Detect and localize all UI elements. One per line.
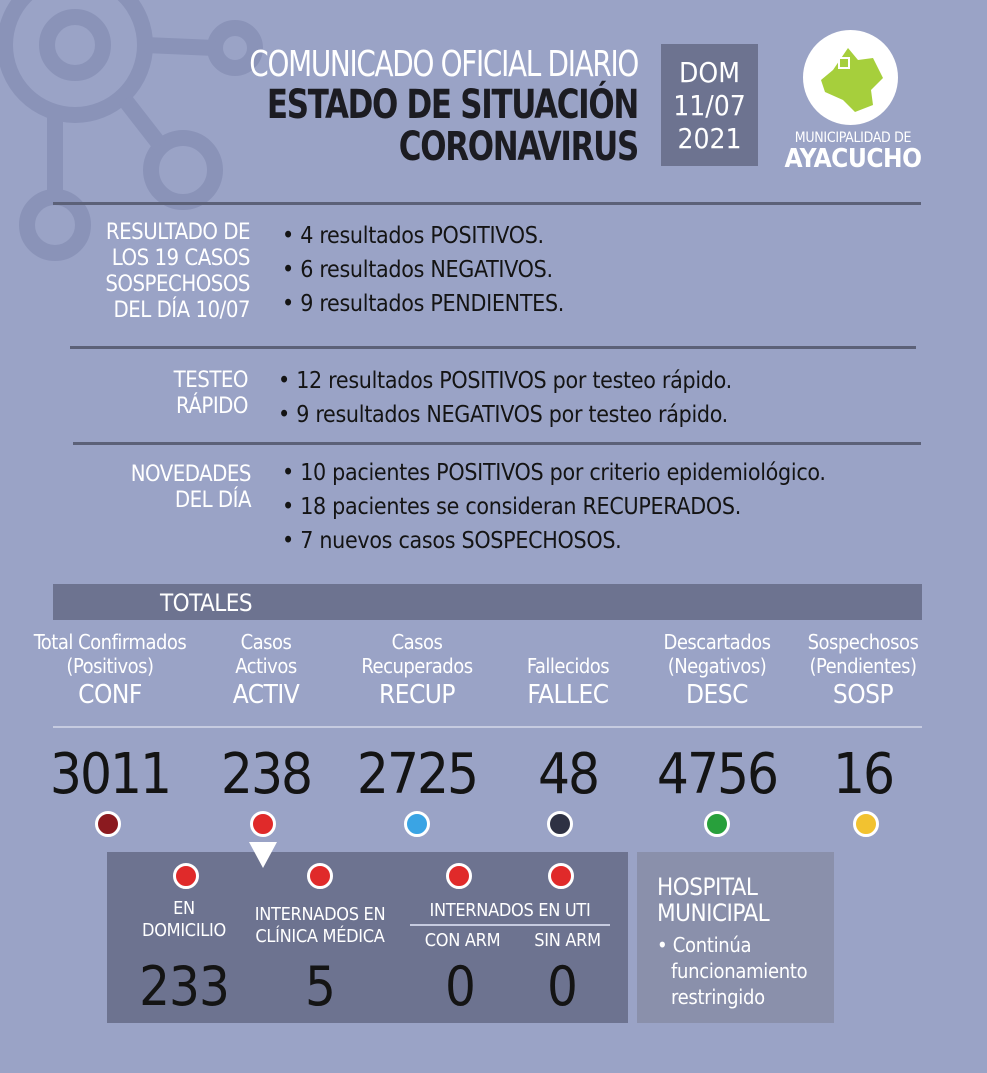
hospital-title [657,874,769,926]
col-caption: (Positivos) [66,654,154,678]
value-recup: 2725 [356,742,478,807]
label-line: RESULTADO DE [105,220,250,245]
status-dot-fallec [547,811,573,837]
label-line: LOS 19 CASOS [111,246,250,271]
col-conf [25,630,195,712]
value-conf: 3011 [49,742,171,807]
logo-line2: AYACUCHO [784,144,922,174]
value-domicilio: 233 [139,955,229,1018]
col-recup [332,630,502,712]
col-caption: Fallecidos [526,654,610,678]
col-fallec [483,630,653,712]
status-dot-desc [704,811,730,837]
section-label-resultados [60,220,250,324]
hospital-title-line: MUNICIPAL [657,899,770,927]
label-line: DEL DÍA [174,488,251,513]
status-dot-domicilio [173,863,199,889]
testeo-list [278,364,732,432]
col-caption: Descartados [663,630,771,654]
col-caption: (Negativos) [667,654,767,678]
list-item: • 6 resultados NEGATIVOS. [282,253,564,287]
hospital-note [657,932,807,1010]
date-year: 2021 [677,122,742,155]
hospital-title-line: HOSPITAL [657,873,758,901]
value-clinica: 5 [305,955,335,1018]
section-label-testeo [60,368,248,420]
col-caption: Activos [235,654,297,678]
col-abbr: SOSP [832,680,894,710]
list-item: • 9 resultados PENDIENTES. [282,287,564,321]
col-desc [632,630,802,712]
section-divider [70,346,916,349]
section-divider [53,202,921,205]
totales-label: TOTALES [160,589,253,617]
col-caption: (Pendientes) [809,654,917,678]
note-line: restringido [671,985,765,1009]
note-line: Continúa [672,933,752,957]
col-caption: Recuperados [361,654,473,678]
col-caption: Sospechosos [807,630,919,654]
label-line: TESTEO [173,368,248,393]
value-con-arm: 0 [445,955,475,1018]
novedades-list [282,456,826,558]
col-sosp [778,630,948,712]
date-box [661,44,758,166]
list-item: • 10 pacientes POSITIVOS por criterio epidemiológico. [282,456,826,490]
uti-header: INTERNADOS EN UTI [410,900,610,926]
value-activ: 238 [220,742,312,807]
section-divider [73,442,921,445]
col-activ [181,630,351,712]
con-arm-caption: CON ARM [424,930,501,951]
status-dot-activ [250,811,276,837]
date-daymonth: 11/07 [673,89,746,122]
status-dot-con-arm [446,863,472,889]
col-abbr: ACTIV [232,680,300,710]
municipality-logo [803,30,898,125]
caption-line: INTERNADOS EN [254,904,386,925]
col-abbr: DESC [686,680,748,710]
col-caption: Casos [391,630,443,654]
label-line: DEL DÍA 10/07 [113,298,250,323]
col-caption: Total Confirmados [33,630,187,654]
value-sin-arm: 0 [547,955,577,1018]
note-line: funcionamiento [671,959,808,983]
list-item: • 4 resultados POSITIVOS. [282,219,564,253]
caption-line: CLÍNICA MÉDICA [255,926,385,947]
resultados-list [282,219,564,321]
list-item: • 7 nuevos casos SOSPECHOSOS. [282,524,826,558]
status-dot-clinica [307,863,333,889]
date-day: DOM [679,56,740,89]
col-abbr: CONF [78,680,142,710]
col-caption [483,630,653,654]
caption-line: DOMICILIO [142,920,226,941]
value-fallec: 48 [537,742,599,807]
list-item: • 18 pacientes se consideran RECUPERADOS. [282,490,826,524]
list-item: • 9 resultados NEGATIVOS por testeo rápido. [278,398,732,432]
status-dot-sosp [853,811,879,837]
section-label-novedades [60,462,251,514]
value-desc: 4756 [656,742,778,807]
header-title-line2: ESTADO DE SITUACIÓN [266,82,638,128]
label-line: RÁPIDO [176,394,248,419]
list-item: • 12 resultados POSITIVOS por testeo rápido. [278,364,732,398]
clinica-caption [250,904,390,948]
value-sosp: 16 [832,742,894,807]
ayacucho-map-icon [803,30,898,125]
totales-divider [53,726,922,728]
col-caption: Casos [240,630,292,654]
bullet: • [657,933,673,957]
col-abbr: FALLEC [527,680,609,710]
header-title-line1: COMUNICADO OFICIAL DIARIO [249,44,638,85]
sin-arm-caption: SIN ARM [534,930,601,951]
caption-line: EN [173,898,195,919]
header-title-line3: CORONAVIRUS [398,124,638,170]
label-line: SOSPECHOSOS [105,272,250,297]
label-line: NOVEDADES [130,462,251,487]
col-abbr: RECUP [378,680,456,710]
status-dot-recup [404,811,430,837]
domicilio-caption [124,898,244,942]
logo-line1: MUNICIPALIDAD DE [794,130,912,146]
pointer-triangle-icon [247,840,279,870]
status-dot-sin-arm [548,863,574,889]
status-dot-conf [95,811,121,837]
